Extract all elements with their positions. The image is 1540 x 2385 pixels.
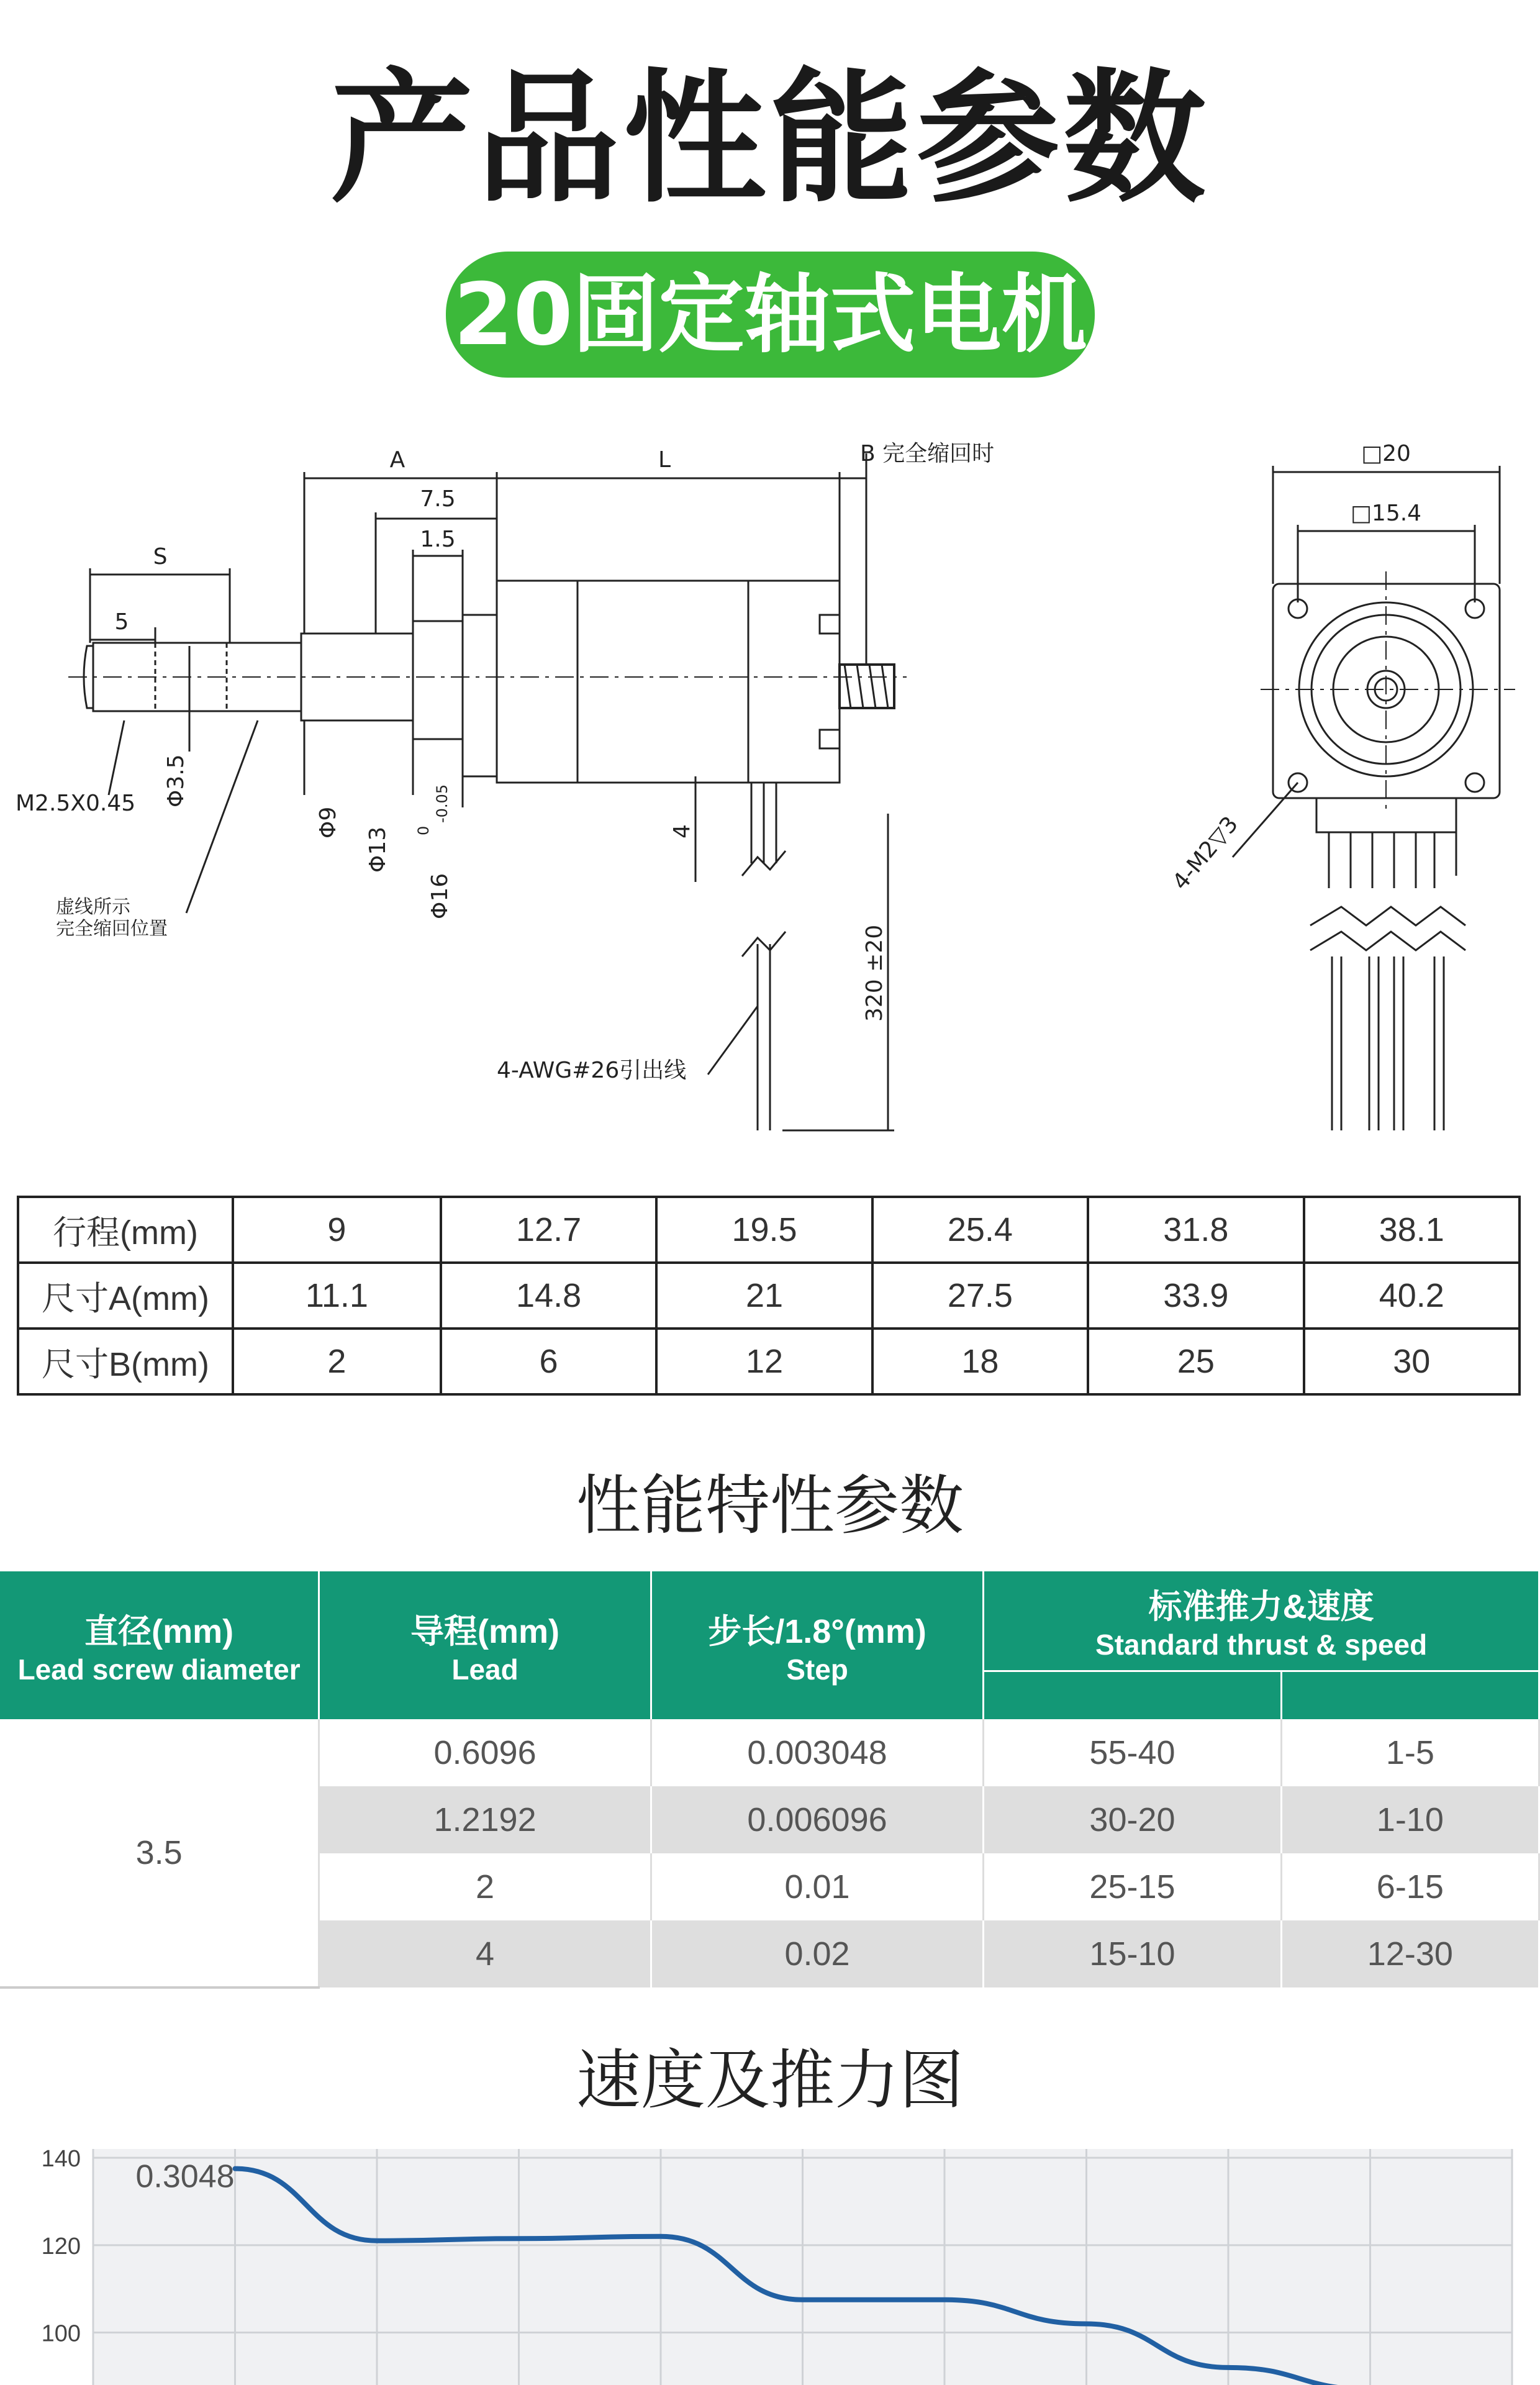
dimension-cell: 2 [233,1329,441,1394]
note-line2: 完全缩回位置 [56,918,168,940]
dimension-cell: 27.5 [872,1263,1088,1329]
label-7-5: 7.5 [420,486,456,512]
note-line1: 虚线所示 [56,896,130,918]
dimension-cell: 12.7 [441,1197,656,1263]
label-phi13: Φ13 [365,826,391,873]
y-tick-label: 100 [41,2320,81,2347]
header-step: 步长/1.8°(mm) Step [651,1571,983,1719]
step-cell: 0.01 [651,1853,983,1920]
label-1-5: 1.5 [420,527,456,552]
speed-cell: 1-5 [1281,1719,1539,1786]
speed-cell: 12-30 [1281,1920,1539,1988]
label-s: S [153,544,168,570]
step-cell: 0.006096 [651,1786,983,1853]
dimension-cell: 25.4 [872,1197,1088,1263]
dimension-row-label: 行程(mm) [18,1197,233,1263]
label-l: L [658,447,671,473]
speed-thrust-chart [0,2118,1540,2385]
thrust-cell: 25-15 [984,1853,1281,1920]
step-cell: 0.003048 [651,1719,983,1786]
dimension-cell: 38.1 [1304,1197,1520,1263]
chart-section-title: 速度及推力图 [576,2042,964,2118]
lead-cell: 0.6096 [319,1719,651,1786]
label-thread: M2.5X0.45 [16,791,136,816]
dimension-table [17,1196,1521,1396]
label-tol05: -0.05 [433,784,451,823]
dimension-cell: 25 [1088,1329,1303,1394]
dimension-row [18,1197,1520,1263]
dimension-cell: 18 [872,1329,1088,1394]
label-phi9: Φ9 [315,806,341,838]
dimension-cell: 6 [441,1329,656,1394]
dimension-cell: 30 [1304,1329,1520,1394]
label-phi3-5: Φ3.5 [163,754,189,807]
header-thrust-sub [984,1671,1281,1719]
performance-table [0,1571,1540,1989]
lead-cell: 4 [319,1920,651,1988]
label-phi16: Φ16 [427,873,453,919]
subtitle-badge: 20固定轴式电机 [446,252,1095,378]
label-320: 320 ±20 [862,924,887,1022]
label-holes: 4-M2▽3 [1167,811,1244,895]
dimension-row [18,1263,1520,1329]
thrust-cell: 15-10 [984,1920,1281,1988]
header-diameter: 直径(mm) Lead screw diameter [0,1571,319,1719]
header-thrust: 标准推力&速度 Standard thrust & speed [984,1571,1539,1671]
dimension-cell: 31.8 [1088,1197,1303,1263]
diameter-cell: 3.5 [0,1719,319,1988]
label-tol0: 0 [415,825,432,835]
label-four: 4 [669,824,695,838]
dimension-row-label: 尺寸A(mm) [18,1263,233,1329]
label-s5: 5 [114,609,129,635]
label-a: A [389,447,405,473]
thrust-cell: 30-20 [984,1786,1281,1853]
dimension-cell: 9 [233,1197,441,1263]
dimension-row [18,1329,1520,1394]
dimension-cell: 33.9 [1088,1263,1303,1329]
header-speed-sub [1281,1671,1539,1719]
dimension-cell: 11.1 [233,1263,441,1329]
thrust-cell: 55-40 [984,1719,1281,1786]
technical-drawing [0,429,1540,1161]
label-sq15-4: □15.4 [1350,501,1422,526]
series-label: 0.3048 [135,2158,235,2195]
header-lead: 导程(mm) Lead [319,1571,651,1719]
step-cell: 0.02 [651,1920,983,1988]
label-sq20: □20 [1361,441,1411,466]
dimension-row-label: 尺寸B(mm) [18,1329,233,1394]
dimension-cell: 21 [656,1263,872,1329]
motor-body [497,581,840,783]
lead-cell: 2 [319,1853,651,1920]
y-tick-label: 120 [41,2233,81,2260]
performance-row [0,1719,1539,1786]
dimension-cell: 12 [656,1329,872,1394]
dimension-cell: 19.5 [656,1197,872,1263]
label-wires: 4-AWG#26引出线 [497,1058,687,1083]
dimension-cell: 14.8 [441,1263,656,1329]
label-b: B 完全缩回时 [860,441,995,466]
page-title: 产品性能参数 [330,57,1210,222]
perf-section-title: 性能特性参数 [576,1468,964,1543]
speed-cell: 6-15 [1281,1853,1539,1920]
y-tick-label: 140 [41,2146,81,2173]
speed-cell: 1-10 [1281,1786,1539,1853]
dimension-cell: 40.2 [1304,1263,1520,1329]
lead-cell: 1.2192 [319,1786,651,1853]
